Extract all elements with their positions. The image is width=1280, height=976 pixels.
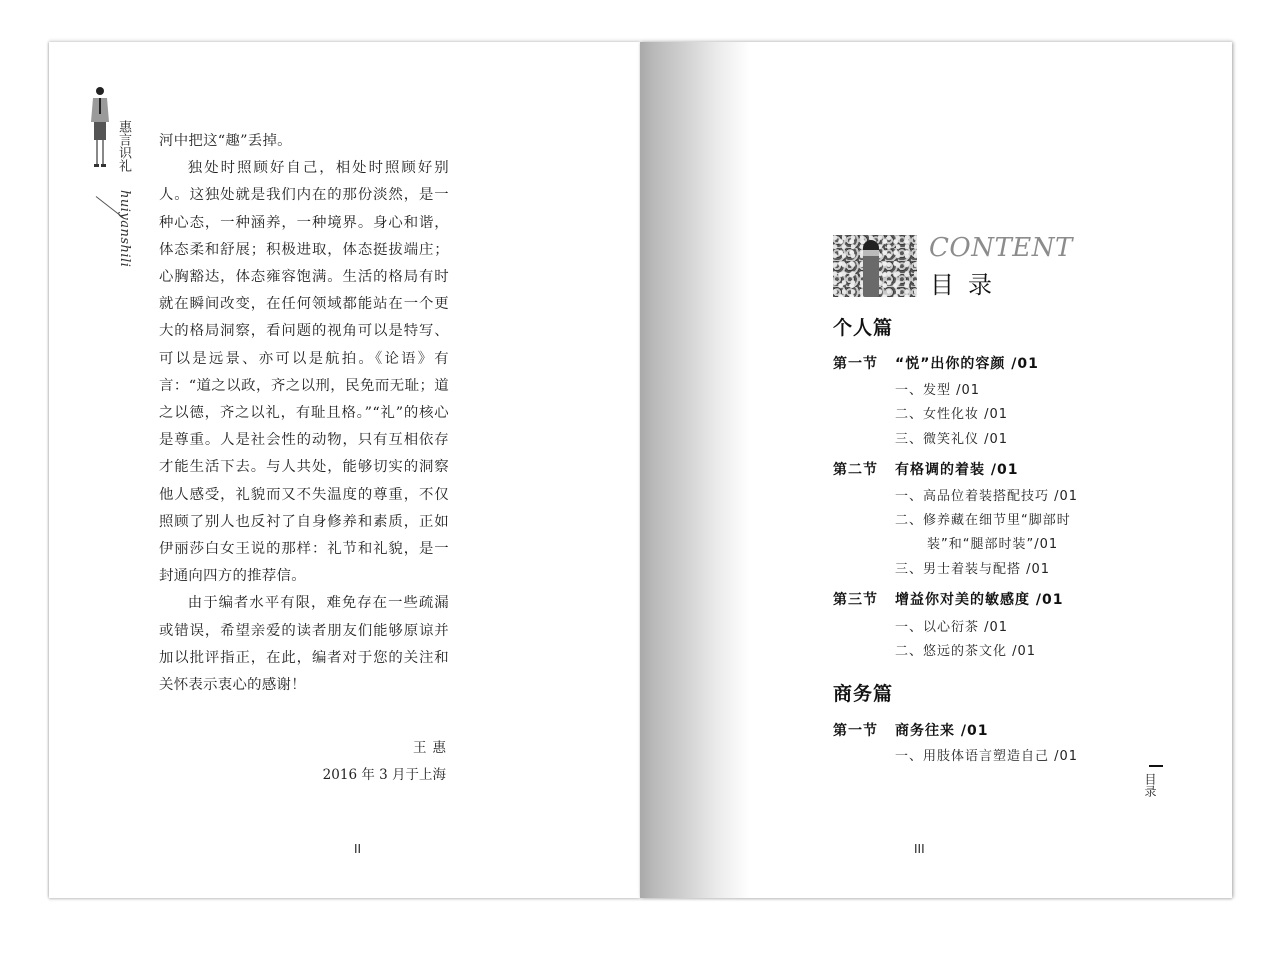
toc-item[interactable]: 装”和“腿部时装”/01	[927, 537, 1059, 552]
left-page	[49, 42, 640, 898]
spine-shadow	[640, 42, 750, 898]
toc-section[interactable]	[833, 720, 988, 740]
toc-item[interactable]: 三、微笑礼仪 /01	[895, 432, 1009, 447]
toc-title-english: CONTENT	[929, 233, 1073, 263]
paragraph: 由于编者水平有限，难免存在一些疏漏或错误，希望亲爱的读者朋友们能够原谅并加以批评指正，在此，编者对于您的关注和关怀表示衷心的感谢！	[159, 595, 449, 694]
toc-part-heading[interactable]: 商务篇	[833, 683, 894, 705]
toc-item[interactable]: 二、修养藏在细节里“脚部时	[895, 513, 1071, 528]
section-title: 增益你对美的敏感度 /01	[895, 592, 1064, 608]
section-number: 第一节	[833, 723, 878, 739]
woman-in-qipao-image	[863, 240, 879, 297]
toc-item[interactable]: 三、男士着装与配搭 /01	[895, 562, 1051, 577]
toc-item[interactable]: 二、女性化妆 /01	[895, 407, 1009, 422]
signature	[322, 735, 452, 789]
header-photo	[833, 235, 917, 297]
preface-text	[159, 128, 449, 699]
toc-title-chinese: 目录	[930, 271, 1006, 299]
brand-mark	[86, 86, 146, 266]
woman-figure-icon	[88, 86, 112, 168]
paragraph: 独处时照顾好自己，相处时照顾好别人。这独处就是我们内在的那份淡然，是一种心态，一种涵养，一种境界。身心和谐，体态柔和舒展；积极进取，体态挺拔端庄；心胸豁达，体态雍容饱满。生活的格局有时就在瞬间改变，在任何领域都能站在一个更大的格局洞察，看问题的视角可以是特写、可以是远景、亦可以是航拍。《论语》有言：“道之以政，齐之以刑，民免而无耻；道之以德，齐之以礼，有耻且格。”“礼”的核心是尊重。人是社会性的动物，只有互相依存才能生活下去。与人共处，能够切实的洞察他人感受，礼貌而又不失温度的尊重，不仅照顾了别人也反衬了自身修养和素质，正如伊丽莎白女王说的那样：礼节和礼貌，是一封通向四方的推荐信。	[159, 160, 449, 585]
brand-title: 惠言识礼	[116, 120, 131, 172]
page-number: III	[914, 842, 925, 856]
toc-item[interactable]: 二、悠远的茶文化 /01	[895, 644, 1037, 659]
section-number: 第一节	[833, 356, 878, 372]
brand-romanized: huiyanshili	[117, 190, 132, 268]
toc-part-heading[interactable]: 个人篇	[833, 317, 894, 339]
toc-item[interactable]: 一、以心衍茶 /01	[895, 620, 1009, 635]
right-page	[640, 42, 1232, 898]
side-tab-label: 目录	[1143, 773, 1157, 797]
toc-section[interactable]	[833, 353, 1039, 373]
section-title: “悦”出你的容颜 /01	[895, 356, 1039, 372]
toc-section[interactable]	[833, 459, 1018, 479]
section-number: 第三节	[833, 592, 878, 608]
toc-item[interactable]: 一、用肢体语言塑造自己 /01	[895, 749, 1079, 764]
side-tab-rule	[1149, 765, 1163, 767]
toc-header	[833, 235, 1083, 297]
book-spread	[49, 42, 1232, 898]
toc-item[interactable]: 一、发型 /01	[895, 383, 981, 398]
section-title: 商务往来 /01	[895, 723, 989, 739]
page-number: II	[354, 842, 362, 856]
toc-item[interactable]: 一、高品位着装搭配技巧 /01	[895, 489, 1079, 504]
section-title: 有格调的着装 /01	[895, 462, 1019, 478]
section-number: 第二节	[833, 462, 878, 478]
author-name: 王惠	[413, 740, 452, 756]
paragraph: 河中把这“趣”丢掉。	[159, 133, 292, 149]
date-place: 2016 年 3 月于上海	[322, 767, 446, 783]
toc-section[interactable]	[833, 589, 1063, 609]
